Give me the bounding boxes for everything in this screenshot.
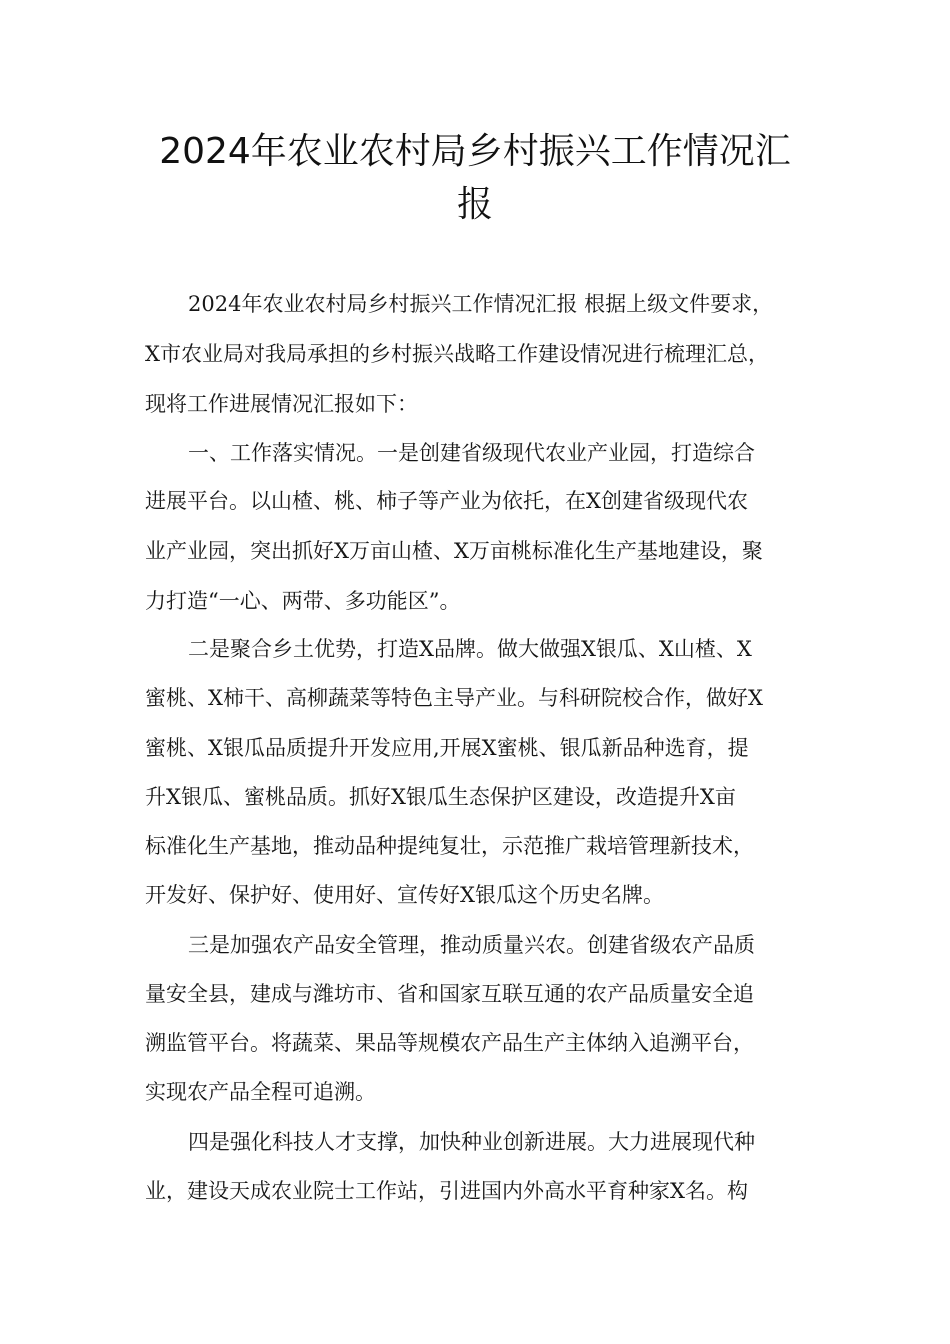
paragraph-line: 量安全县，建成与潍坊市、省和国家互联互通的农产品质量安全追	[145, 982, 754, 1006]
paragraph-line: 标准化生产基地，推动品种提纯复壮，示范推广栽培管理新技术，	[145, 834, 754, 858]
paragraph-line: 一、工作落实情况。一是创建省级现代农业产业园，打造综合	[188, 441, 755, 465]
document-title-line-2: 报	[456, 184, 493, 225]
paragraph-line: 二是聚合乡土优势，打造X品牌。做大做强X银瓜、X山楂、X	[188, 637, 752, 661]
paragraph-line: 开发好、保护好、使用好、宣传好X银瓜这个历史名牌。	[145, 883, 664, 907]
paragraph-line: 三是加强农产品安全管理，推动质量兴农。创建省级农产品质	[188, 933, 755, 957]
document-title-line-1: 2024年农业农村局乡村振兴工作情况汇	[159, 131, 791, 172]
paragraph-line: 四是强化科技人才支撑，加快种业创新进展。大力进展现代种	[188, 1130, 755, 1154]
paragraph-line: X市农业局对我局承担的乡村振兴战略工作建设情况进行梳理汇总，	[145, 342, 769, 366]
paragraph-line: 业产业园，突出抓好X万亩山楂、X万亩桃标准化生产基地建设，聚	[145, 539, 763, 563]
paragraph-line: 蜜桃、X银瓜品质提升开发应用,开展X蜜桃、银瓜新品种选育，提	[145, 736, 749, 760]
paragraph-line: 溯监管平台。将蔬菜、果品等规模农产品生产主体纳入追溯平台，	[145, 1031, 754, 1055]
paragraph-line: 实现农产品全程可追溯。	[145, 1080, 376, 1104]
paragraph-line: 2024年农业农村局乡村振兴工作情况汇报 根据上级文件要求，	[188, 292, 774, 316]
paragraph-line: 现将工作进展情况汇报如下：	[145, 392, 418, 416]
paragraph-line: 升X银瓜、蜜桃品质。抓好X银瓜生态保护区建设，改造提升X亩	[145, 785, 736, 809]
paragraph-line: 力打造“一心、两带、多功能区”。	[145, 589, 461, 613]
paragraph-line: 业，建设天成农业院士工作站，引进国内外高水平育种家X名。构	[145, 1179, 748, 1203]
paragraph-line: 蜜桃、X柿干、高柳蔬菜等特色主导产业。与科研院校合作，做好X	[145, 686, 763, 710]
paragraph-line: 进展平台。以山楂、桃、柿子等产业为依托，在X创建省级现代农	[145, 489, 748, 513]
